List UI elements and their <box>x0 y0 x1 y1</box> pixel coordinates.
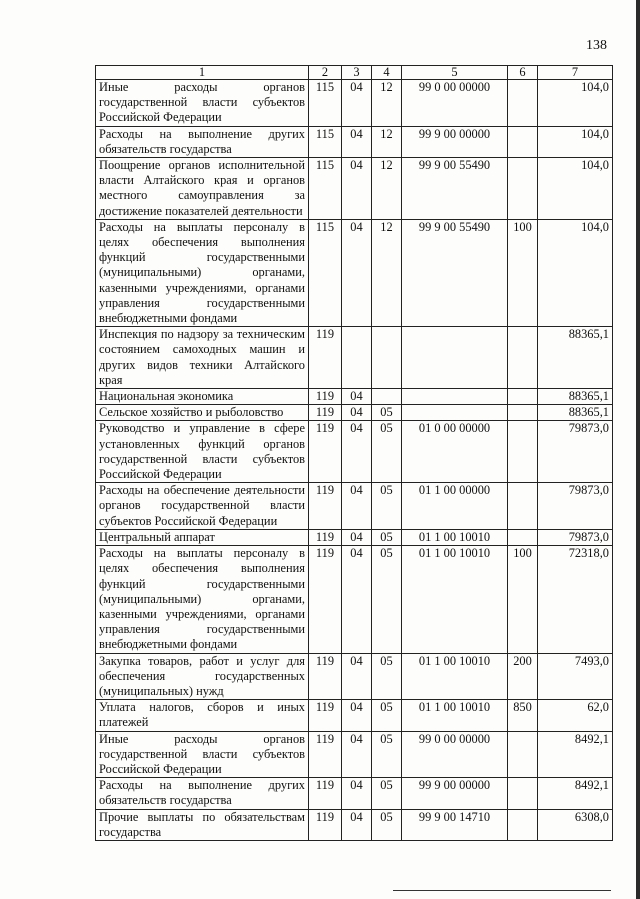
row-col4-cell <box>372 327 402 389</box>
row-col3-cell: 04 <box>342 700 372 731</box>
row-col2-cell: 115 <box>309 80 342 127</box>
row-col3-cell: 04 <box>342 80 372 127</box>
row-name-cell: Расходы на обеспечение деятельности органов государственной власти субъектов Российской Федерации <box>96 483 309 530</box>
row-name-cell: Инспекция по надзору за техническим состоянием самоходных машин и других видов техники Алтайского края <box>96 327 309 389</box>
row-col3-cell: 04 <box>342 483 372 530</box>
page-number: 138 <box>586 38 607 53</box>
row-col5-cell <box>402 405 508 421</box>
row-col3-cell: 04 <box>342 405 372 421</box>
row-col6-cell <box>508 421 538 483</box>
row-col4-cell: 05 <box>372 405 402 421</box>
row-col2-cell: 119 <box>309 653 342 700</box>
row-col6-cell <box>508 80 538 127</box>
row-col6-cell <box>508 389 538 405</box>
row-col5-cell: 01 1 00 00000 <box>402 483 508 530</box>
row-col3-cell: 04 <box>342 546 372 653</box>
row-col2-cell: 119 <box>309 700 342 731</box>
table-row <box>96 389 613 405</box>
row-col4-cell: 05 <box>372 546 402 653</box>
row-col6-cell <box>508 158 538 220</box>
row-col5-cell: 01 1 00 10010 <box>402 700 508 731</box>
row-col4-cell: 05 <box>372 731 402 778</box>
row-col4-cell: 05 <box>372 809 402 840</box>
row-col6-cell: 200 <box>508 653 538 700</box>
col-header-6: 6 <box>508 66 538 80</box>
row-col7-cell: 8492,1 <box>538 778 613 809</box>
col-header-1: 1 <box>96 66 309 80</box>
table-row <box>96 126 613 157</box>
row-col6-cell <box>508 778 538 809</box>
row-name-cell: Поощрение органов исполнительной власти Алтайского края и органов местного самоуправления за достижение показателей деятельности <box>96 158 309 220</box>
table-row <box>96 700 613 731</box>
row-col4-cell: 05 <box>372 529 402 545</box>
row-col4-cell: 12 <box>372 126 402 157</box>
row-name-cell: Центральный аппарат <box>96 529 309 545</box>
row-col3-cell <box>342 327 372 389</box>
row-col2-cell: 119 <box>309 405 342 421</box>
row-col6-cell: 100 <box>508 219 538 326</box>
table-row <box>96 809 613 840</box>
row-col7-cell: 7493,0 <box>538 653 613 700</box>
row-col2-cell: 115 <box>309 219 342 326</box>
row-name-cell: Уплата налогов, сборов и иных платежей <box>96 700 309 731</box>
table-row <box>96 731 613 778</box>
row-col3-cell: 04 <box>342 158 372 220</box>
row-col4-cell <box>372 389 402 405</box>
table-row <box>96 80 613 127</box>
header-row <box>96 66 613 80</box>
row-col6-cell: 850 <box>508 700 538 731</box>
row-name-cell: Закупка товаров, работ и услуг для обеспечения государственных (муниципальных) нужд <box>96 653 309 700</box>
row-col2-cell: 119 <box>309 778 342 809</box>
row-col7-cell: 88365,1 <box>538 389 613 405</box>
row-col4-cell: 05 <box>372 778 402 809</box>
row-col3-cell: 04 <box>342 809 372 840</box>
row-col5-cell: 01 1 00 10010 <box>402 653 508 700</box>
row-col4-cell: 12 <box>372 158 402 220</box>
row-name-cell: Расходы на выплаты персоналу в целях обеспечения выполнения функций государственными (муниципальными) органами, казенными учреждениями, органами управления государственными внебюджетными фондами <box>96 219 309 326</box>
row-col4-cell: 12 <box>372 219 402 326</box>
table-row <box>96 405 613 421</box>
row-col4-cell: 05 <box>372 483 402 530</box>
row-col2-cell: 115 <box>309 126 342 157</box>
table-row <box>96 483 613 530</box>
table-row <box>96 327 613 389</box>
row-col7-cell: 72318,0 <box>538 546 613 653</box>
row-col5-cell: 01 0 00 00000 <box>402 421 508 483</box>
table-row <box>96 158 613 220</box>
row-col7-cell: 104,0 <box>538 126 613 157</box>
row-name-cell: Расходы на выплаты персоналу в целях обеспечения выполнения функций государственными (муниципальными) органами, казенными учреждениями, органами управления государственными внебюджетными фондами <box>96 546 309 653</box>
row-name-cell: Расходы на выполнение других обязательств государства <box>96 126 309 157</box>
row-col3-cell: 04 <box>342 778 372 809</box>
row-col3-cell: 04 <box>342 653 372 700</box>
col-header-7: 7 <box>538 66 613 80</box>
row-col6-cell <box>508 126 538 157</box>
row-col4-cell: 05 <box>372 700 402 731</box>
col-header-5: 5 <box>402 66 508 80</box>
row-col5-cell: 99 0 00 00000 <box>402 80 508 127</box>
col-header-3: 3 <box>342 66 372 80</box>
table-row <box>96 529 613 545</box>
row-col4-cell: 12 <box>372 80 402 127</box>
row-col7-cell: 8492,1 <box>538 731 613 778</box>
row-name-cell: Иные расходы органов государственной власти субъектов Российской Федерации <box>96 80 309 127</box>
row-col3-cell: 04 <box>342 421 372 483</box>
row-col7-cell: 79873,0 <box>538 421 613 483</box>
row-col5-cell: 01 1 00 10010 <box>402 546 508 653</box>
table-row <box>96 653 613 700</box>
row-col5-cell: 99 9 00 55490 <box>402 219 508 326</box>
row-name-cell: Прочие выплаты по обязательствам государства <box>96 809 309 840</box>
row-col3-cell: 04 <box>342 389 372 405</box>
row-col6-cell <box>508 809 538 840</box>
row-col6-cell <box>508 529 538 545</box>
row-col3-cell: 04 <box>342 529 372 545</box>
row-col2-cell: 119 <box>309 483 342 530</box>
row-col7-cell: 6308,0 <box>538 809 613 840</box>
bottom-rule <box>393 890 611 891</box>
row-col7-cell: 88365,1 <box>538 327 613 389</box>
table-row <box>96 778 613 809</box>
row-col5-cell <box>402 389 508 405</box>
row-col4-cell: 05 <box>372 421 402 483</box>
row-name-cell: Расходы на выполнение других обязательств государства <box>96 778 309 809</box>
row-col7-cell: 79873,0 <box>538 483 613 530</box>
budget-table <box>95 65 613 841</box>
row-col2-cell: 119 <box>309 421 342 483</box>
col-header-4: 4 <box>372 66 402 80</box>
row-col5-cell: 01 1 00 10010 <box>402 529 508 545</box>
row-col5-cell: 99 9 00 00000 <box>402 126 508 157</box>
row-col4-cell: 05 <box>372 653 402 700</box>
row-name-cell: Национальная экономика <box>96 389 309 405</box>
row-name-cell: Руководство и управление в сфере установленных функций органов государственной власти субъектов Российской Федерации <box>96 421 309 483</box>
row-col7-cell: 62,0 <box>538 700 613 731</box>
table-row <box>96 219 613 326</box>
row-col2-cell: 119 <box>309 731 342 778</box>
row-col6-cell <box>508 731 538 778</box>
row-col6-cell: 100 <box>508 546 538 653</box>
row-col7-cell: 104,0 <box>538 219 613 326</box>
row-col7-cell: 104,0 <box>538 158 613 220</box>
row-col5-cell: 99 9 00 14710 <box>402 809 508 840</box>
row-col6-cell <box>508 327 538 389</box>
row-col3-cell: 04 <box>342 731 372 778</box>
row-col3-cell: 04 <box>342 126 372 157</box>
row-col2-cell: 119 <box>309 809 342 840</box>
row-col2-cell: 115 <box>309 158 342 220</box>
row-col7-cell: 79873,0 <box>538 529 613 545</box>
row-name-cell: Сельское хозяйство и рыболовство <box>96 405 309 421</box>
table-row <box>96 546 613 653</box>
row-col5-cell: 99 9 00 00000 <box>402 778 508 809</box>
row-col7-cell: 88365,1 <box>538 405 613 421</box>
row-col7-cell: 104,0 <box>538 80 613 127</box>
col-header-2: 2 <box>309 66 342 80</box>
row-col2-cell: 119 <box>309 529 342 545</box>
row-col5-cell <box>402 327 508 389</box>
row-col6-cell <box>508 483 538 530</box>
scan-edge <box>636 0 640 899</box>
row-name-cell: Иные расходы органов государственной власти субъектов Российской Федерации <box>96 731 309 778</box>
row-col3-cell: 04 <box>342 219 372 326</box>
row-col5-cell: 99 0 00 00000 <box>402 731 508 778</box>
row-col2-cell: 119 <box>309 546 342 653</box>
row-col5-cell: 99 9 00 55490 <box>402 158 508 220</box>
row-col6-cell <box>508 405 538 421</box>
row-col2-cell: 119 <box>309 327 342 389</box>
table-row <box>96 421 613 483</box>
row-col2-cell: 119 <box>309 389 342 405</box>
